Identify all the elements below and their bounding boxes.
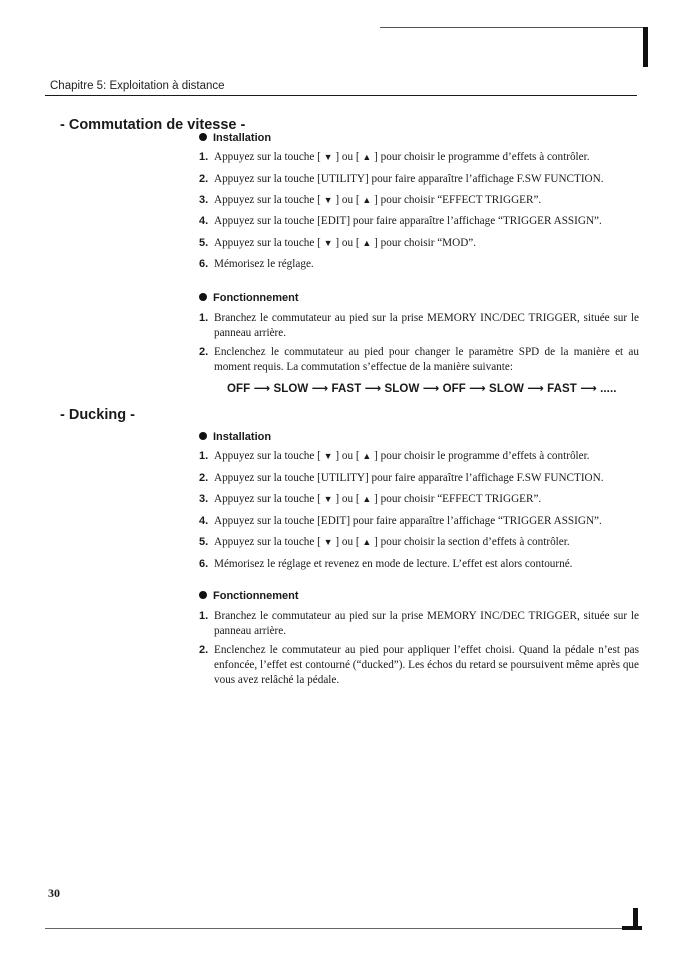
step-item [199,471,639,486]
step-number: 1. [199,151,209,163]
step-text [214,172,639,187]
step-item [199,609,639,639]
step-number: 2. [199,644,209,656]
step-number: 5. [199,536,209,548]
step-text [214,557,639,572]
step-text-segment: ] pour choisir “EFFECT TRIGGER”. [371,194,542,206]
step-number: 3. [199,493,209,505]
up-arrow-icon: ▲ [362,238,372,248]
installation-heading: Installation [199,132,271,144]
step-text [214,492,639,507]
section-title-speed-switching: - Commutation de vitesse - [60,117,246,133]
section-title-ducking: - Ducking - [60,407,135,423]
step-text [214,214,639,229]
bullet-icon [199,133,207,141]
step-text-segment: Appuyez sur la touche [ [214,536,324,548]
step-item [199,557,639,572]
step-item [199,449,639,464]
step-text [214,311,639,341]
step-number: 6. [199,258,209,270]
step-number: 1. [199,450,209,462]
step-text-segment: ] ou [ [332,493,363,505]
operation-heading: Fonctionnement [199,590,299,602]
step-number: 2. [199,346,209,358]
step-number: 2. [199,173,209,185]
step-text-segment: Appuyez sur la touche [ [214,151,324,163]
chapter-header: Chapitre 5: Exploitation à distance [50,80,225,92]
step-text-segment: ] ou [ [332,151,363,163]
step-text-segment: ] ou [ [332,450,363,462]
step-text [214,193,639,208]
step-text-segment: Enclenchez le commutateur au pied pour appliquer l’effet choisi. Quand la pédale n’est pas enfoncée, l’effet est contourné (“ducked”). Les échos du retard se poursuivent même après que vous avez relâché la pédale. [214,644,639,686]
step-text [214,535,639,550]
step-text-segment: ] pour choisir la section d’effets à contrôler. [371,536,570,548]
step-text [214,236,639,251]
switch-sequence: OFF ⟶ SLOW ⟶ FAST ⟶ SLOW ⟶ OFF ⟶ SLOW ⟶ FAST ⟶ ..... [227,383,617,395]
step-text [214,609,639,639]
step-item [199,535,639,550]
top-scan-line [380,27,646,28]
step-item [199,257,639,272]
step-text-segment: ] ou [ [332,237,363,249]
step-item [199,643,639,688]
down-arrow-icon: ▼ [323,152,333,162]
step-text-segment: Appuyez sur la touche [EDIT] pour faire apparaître l’affichage “TRIGGER ASSIGN”. [214,215,602,227]
step-item [199,492,639,507]
step-text-segment: Mémorisez le réglage et revenez en mode de lecture. L’effet est alors contourné. [214,558,573,570]
step-text [214,643,639,688]
up-arrow-icon: ▲ [362,494,372,504]
step-text-segment: Appuyez sur la touche [EDIT] pour faire apparaître l’affichage “TRIGGER ASSIGN”. [214,515,602,527]
step-item [199,311,639,341]
step-text-segment: Appuyez sur la touche [ [214,450,324,462]
bullet-icon [199,591,207,599]
step-item [199,193,639,208]
step-item [199,514,639,529]
step-text-segment: Appuyez sur la touche [ [214,493,324,505]
down-arrow-icon: ▼ [323,494,333,504]
down-arrow-icon: ▼ [323,238,333,248]
step-number: 5. [199,237,209,249]
operation-heading: Fonctionnement [199,292,299,304]
up-arrow-icon: ▲ [362,152,372,162]
step-text-segment: ] pour choisir “EFFECT TRIGGER”. [371,493,542,505]
up-arrow-icon: ▲ [362,451,372,461]
bottom-right-corner-foot [622,926,642,930]
step-text-segment: Appuyez sur la touche [UTILITY] pour faire apparaître l’affichage F.SW FUNCTION. [214,472,604,484]
step-text-segment: ] pour choisir le programme d’effets à contrôler. [371,151,590,163]
step-number: 3. [199,194,209,206]
step-text [214,345,639,375]
bullet-icon [199,293,207,301]
step-number: 1. [199,312,209,324]
step-text-segment: Mémorisez le réglage. [214,258,314,270]
step-number: 4. [199,215,209,227]
step-text [214,449,639,464]
step-text-segment: ] ou [ [332,194,363,206]
step-item [199,236,639,251]
down-arrow-icon: ▼ [323,537,333,547]
step-text-segment: ] ou [ [332,536,363,548]
step-number: 6. [199,558,209,570]
step-item [199,345,639,375]
top-right-corner-mark [643,27,648,67]
step-text [214,514,639,529]
header-rule [45,95,637,96]
step-text [214,150,639,165]
step-number: 4. [199,515,209,527]
page-number: 30 [48,886,60,900]
bullet-icon [199,432,207,440]
installation-heading: Installation [199,431,271,443]
down-arrow-icon: ▼ [323,195,333,205]
step-item [199,150,639,165]
step-text [214,257,639,272]
step-text-segment: Appuyez sur la touche [ [214,237,324,249]
up-arrow-icon: ▲ [362,195,372,205]
step-text-segment: Branchez le commutateur au pied sur la prise MEMORY INC/DEC TRIGGER, située sur le panneau arrière. [214,312,639,339]
bottom-scan-line [45,928,635,929]
step-text-segment: ] pour choisir “MOD”. [371,237,477,249]
step-text [214,471,639,486]
step-text-segment: Appuyez sur la touche [ [214,194,324,206]
up-arrow-icon: ▲ [362,537,372,547]
step-number: 1. [199,610,209,622]
step-text-segment: Branchez le commutateur au pied sur la prise MEMORY INC/DEC TRIGGER, située sur le panneau arrière. [214,610,639,637]
step-text-segment: Appuyez sur la touche [UTILITY] pour faire apparaître l’affichage F.SW FUNCTION. [214,173,604,185]
step-text-segment: Enclenchez le commutateur au pied pour changer le paramètre SPD de la manière et au moment requis. La commutation s’effectue de la manière suivante: [214,346,639,373]
step-item [199,214,639,229]
step-text-segment: ] pour choisir le programme d’effets à contrôler. [371,450,590,462]
step-item [199,172,639,187]
step-number: 2. [199,472,209,484]
down-arrow-icon: ▼ [323,451,333,461]
